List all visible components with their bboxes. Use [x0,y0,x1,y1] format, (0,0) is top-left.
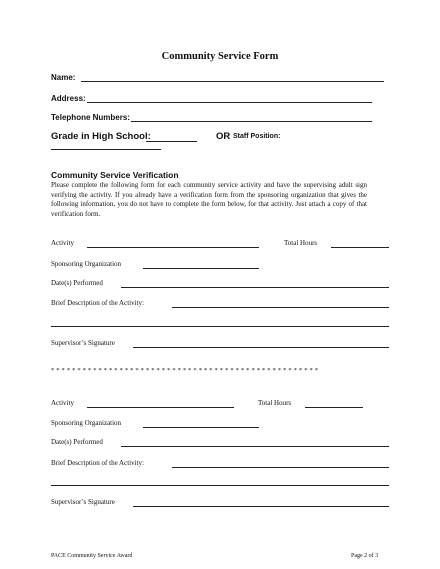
sponsoring-organization-field[interactable] [143,268,259,269]
supervisor-signature-field[interactable] [133,347,389,348]
dates-performed-label: Date(s) Performed [51,438,103,446]
staff-position-label: Staff Position: [233,133,281,140]
description-label: Brief Description of the Activity: [51,299,144,307]
sponsoring-organization-label: Sponsoring Organization [51,260,122,268]
activity-label: Activity [51,399,74,407]
name-field[interactable] [81,81,384,82]
address-label: Address: [51,94,86,103]
sponsoring-organization-label: Sponsoring Organization [51,419,122,427]
verification-instructions: Please complete the following form for each community service activity and have the supervising adult sign verifying the activity. If you already have a verification form from the sponsoring organization that gives the following information, you do not have to complete the form below, for that activity. Just attach a copy of that verification form. [51,181,367,218]
staff-position-field[interactable] [51,149,161,150]
separator-stars: * * * * * * * * * * * * * * * * * * * * * * * * * * * * * * * * * * * * * * * * * * * * * * * * * * * [51,367,319,374]
supervisor-signature-label: Supervisor’s Signature [51,339,115,347]
dates-performed-label: Date(s) Performed [51,279,103,287]
description-field-line-2[interactable] [51,326,389,327]
verification-heading: Community Service Verification [51,170,179,180]
supervisor-signature-field[interactable] [133,506,389,507]
address-field[interactable] [87,102,372,103]
total-hours-field[interactable] [331,247,389,248]
activity-label: Activity [51,239,74,247]
form-title: Community Service Form [161,51,279,62]
dates-performed-field[interactable] [121,446,389,447]
name-label: Name: [51,73,76,82]
grade-field[interactable] [146,141,197,142]
total-hours-label: Total Hours [284,239,318,247]
total-hours-field[interactable] [305,407,363,408]
dates-performed-field[interactable] [121,287,389,288]
footer-left: PACE Community Service Award [51,553,133,559]
activity-field[interactable] [87,407,234,408]
grade-label: Grade in High School: [51,131,151,142]
page-number: Page 2 of 3 [351,553,379,559]
total-hours-label: Total Hours [258,399,292,407]
description-field-line-2[interactable] [51,485,389,486]
supervisor-signature-label: Supervisor’s Signature [51,498,115,506]
or-label: OR [216,131,231,142]
telephone-label: Telephone Numbers: [51,113,130,122]
description-label: Brief Description of the Activity: [51,459,144,467]
activity-field[interactable] [87,247,259,248]
sponsoring-organization-field[interactable] [143,427,259,428]
description-field[interactable] [172,307,389,308]
description-field[interactable] [172,467,389,468]
telephone-field[interactable] [131,121,372,122]
